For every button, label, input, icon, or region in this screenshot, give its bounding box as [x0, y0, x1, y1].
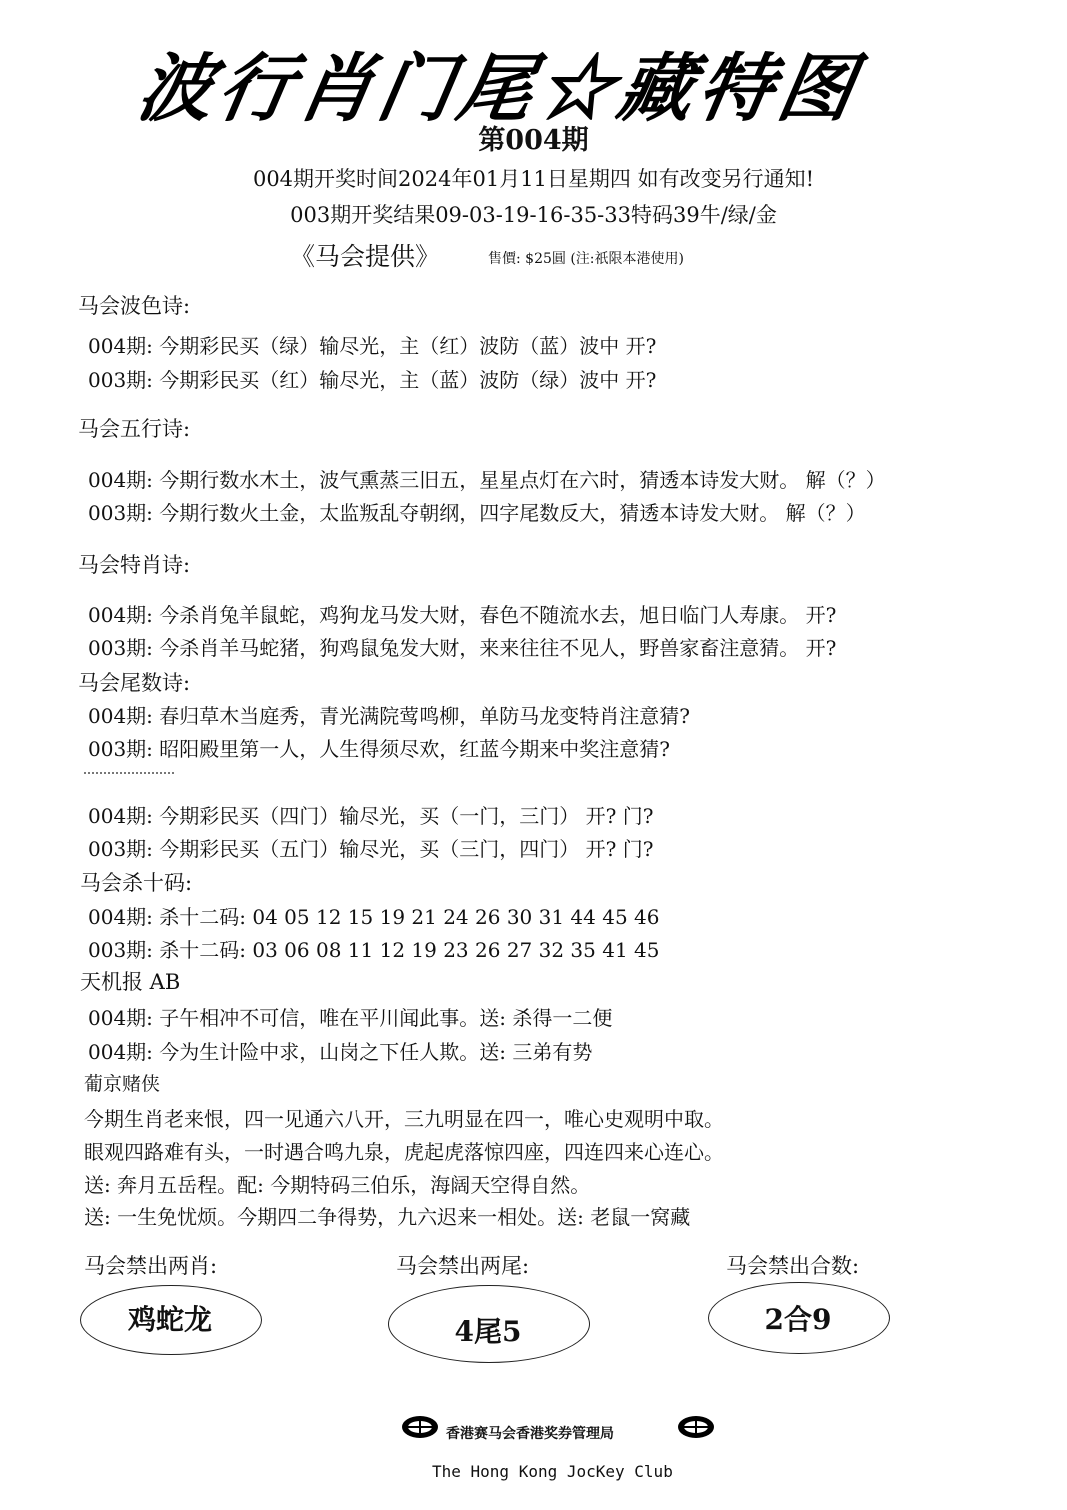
banned-sum-value: 2合9	[764, 1303, 832, 1336]
door-poem-row: 003期: 今期彩民买（五门）输尽光，买（三门，四门） 开? 门?	[88, 837, 654, 861]
section-heading-zodiac-poem: 马会特肖诗:	[78, 553, 191, 577]
pujing-row: 送: 一生免忧烦。今期四二争得势，九六迟来一相处。送: 老鼠一窝藏	[84, 1205, 691, 1229]
pujing-row: 今期生肖老来恨，四一见通六八开，三九明显在四一，唯心史观明中取。	[84, 1107, 724, 1131]
illegible-heading	[84, 772, 174, 780]
kill-numbers-row: 003期: 杀十二码: 03 06 08 11 12 19 23 26 27 32 35 41 45	[88, 938, 660, 962]
five-elements-row: 004期: 今期行数水木土，波气熏蒸三旧五，星星点灯在六时，猜透本诗发大财。 解（？）	[88, 468, 886, 492]
zodiac-poem-row: 003期: 今杀肖羊马蛇猪，狗鸡鼠兔发大财，来来往往不见人，野兽家畜注意猜。 开?	[88, 636, 837, 660]
tail-poem-row: 004期: 春归草木当庭秀，青光满院莺鸣柳，单防马龙变特肖注意猜?	[88, 704, 690, 728]
tianji-row: 004期: 今为生计险中求，山岗之下任人欺。送: 三弟有势	[88, 1040, 593, 1064]
pujing-row: 眼观四路难有头，一时遇合鸣九泉，虎起虎落惊四座，四连四来心连心。	[84, 1140, 724, 1164]
footer-chinese: 香港赛马会香港奖券管理局	[446, 1426, 614, 1442]
price-note: 售價: $25圓 (注:祇限本港使用)	[488, 251, 684, 267]
draw-notice: 004期开奖时间2024年01月11日星期四 如有改变另行通知!	[252, 167, 815, 191]
provided-by: 《马会提供》	[290, 242, 441, 271]
five-elements-row: 003期: 今期行数火土金，太监叛乱夺朝纲，四字尾数反大，猜透本诗发大财。 解（？）	[88, 501, 866, 525]
pujing-row: 送: 奔月五岳程。配: 今期特码三伯乐，海阔天空得自然。	[84, 1173, 591, 1197]
footer-english: The Hong Kong JocKey Club	[432, 1462, 673, 1481]
color-poem-row: 004期: 今期彩民买（绿）输尽光，主（红）波防（蓝）波中 开?	[88, 334, 657, 358]
page-title: 波行肖门尾☆藏特图	[131, 46, 867, 132]
section-heading-pujing: 葡京赌侠	[84, 1073, 161, 1095]
section-heading-five-elements: 马会五行诗:	[78, 417, 191, 441]
section-heading-tail-poem: 马会尾数诗:	[78, 671, 191, 695]
section-heading-color-poem: 马会波色诗:	[78, 294, 191, 318]
zodiac-poem-row: 004期: 今杀肖兔羊鼠蛇，鸡狗龙马发大财，春色不随流水去，旭日临门人寿康。 开?	[88, 603, 837, 627]
last-result: 003期开奖结果09-03-19-16-35-33特码39牛/绿/金	[290, 203, 777, 227]
kill-numbers-row: 004期: 杀十二码: 04 05 12 15 19 21 24 26 30 31 44 45 46	[88, 905, 660, 929]
tianji-row: 004期: 子午相冲不可信，唯在平川闻此事。送: 杀得一二便	[88, 1006, 613, 1030]
jockey-club-logo-icon	[676, 1414, 716, 1440]
tail-poem-row: 003期: 昭阳殿里第一人，人生得须尽欢，红蓝今期来中奖注意猜?	[88, 737, 670, 761]
banned-zodiac-label: 马会禁出两肖:	[84, 1254, 218, 1278]
color-poem-row: 003期: 今期彩民买（红）输尽光，主（蓝）波防（绿）波中 开?	[88, 368, 657, 392]
banned-sum-label: 马会禁出合数:	[726, 1254, 860, 1278]
banned-zodiac-value: 鸡蛇龙	[127, 1303, 212, 1336]
section-heading-tianji: 天机报 AB	[80, 970, 181, 994]
issue-number: 第004期	[478, 125, 589, 156]
jockey-club-logo-icon	[400, 1414, 440, 1440]
door-poem-row: 004期: 今期彩民买（四门）输尽光，买（一门，三门） 开? 门?	[88, 804, 654, 828]
banned-tail-label: 马会禁出两尾:	[396, 1254, 530, 1278]
banned-tail-value: 4尾5	[454, 1315, 522, 1348]
section-heading-kill-numbers: 马会杀十码:	[80, 871, 193, 895]
